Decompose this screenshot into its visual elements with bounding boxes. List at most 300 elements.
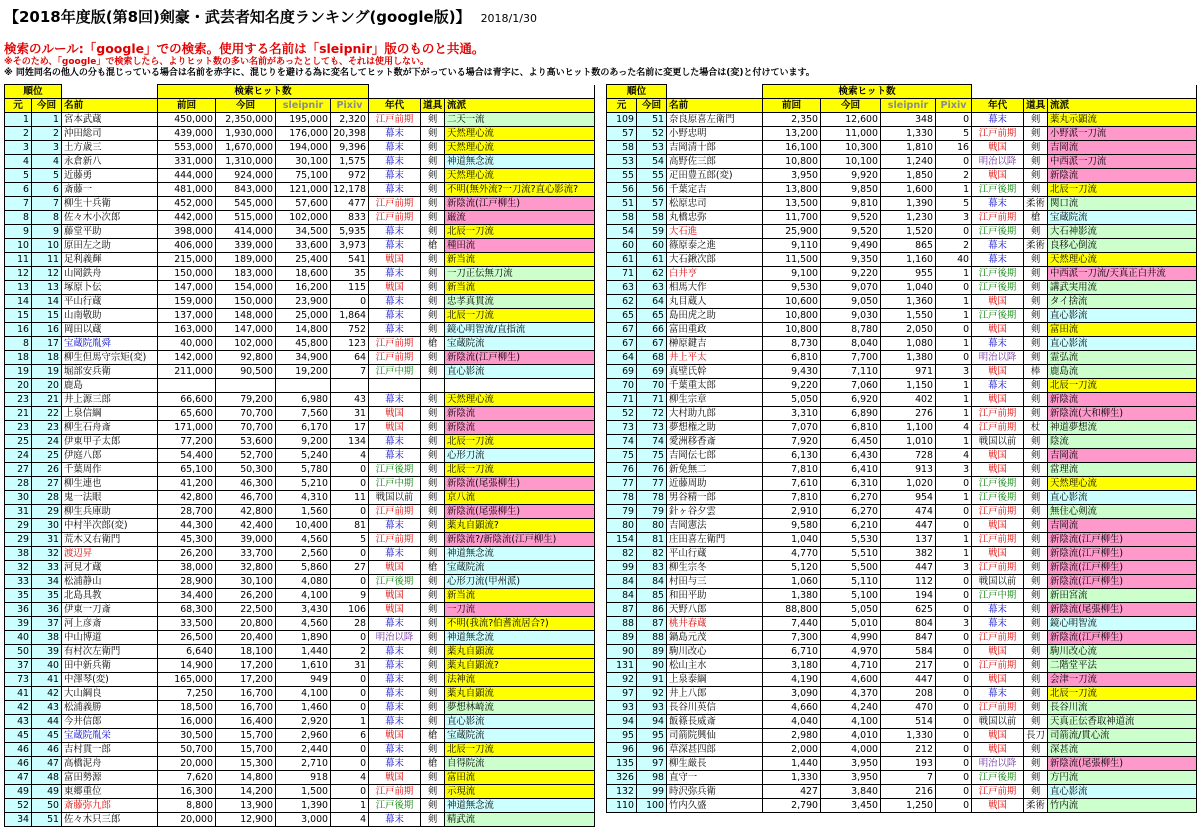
sleipnir-cell: 625 (881, 603, 936, 617)
sleipnir-cell: 1,460 (276, 701, 331, 715)
era-cell: 戦国以前 (369, 491, 421, 505)
prev-rank-cell: 43 (5, 715, 32, 729)
name-cell: 東郷重位 (62, 785, 158, 799)
cur-hits-cell: 17,200 (216, 659, 276, 673)
prev-hits-cell: 6,710 (763, 645, 821, 659)
pixiv-cell: 0 (331, 505, 369, 519)
table-row (5, 225, 595, 239)
table-row (607, 449, 1197, 463)
pixiv-cell: 6 (331, 729, 369, 743)
cur-rank-cell: 45 (32, 729, 62, 743)
cur-rank-cell: 81 (637, 533, 667, 547)
table-row (5, 631, 595, 645)
table-row (607, 519, 1197, 533)
cur-hits-cell: 545,000 (216, 197, 276, 211)
sleipnir-cell: 30,100 (276, 155, 331, 169)
prev-rank-cell: 84 (607, 589, 637, 603)
cur-rank-cell: 54 (637, 155, 667, 169)
cur-hits-cell: 53,600 (216, 435, 276, 449)
era-cell: 江戸後期 (369, 575, 421, 589)
school-cell: タイ捨流 (1048, 295, 1197, 309)
name-cell: 吉岡憲法 (667, 519, 763, 533)
prev-rank-cell: 34 (5, 813, 32, 827)
school-cell: 神道夢想流 (1048, 421, 1197, 435)
weapon-cell: 剣 (1024, 127, 1048, 141)
weapon-cell: 剣 (1024, 463, 1048, 477)
weapon-cell: 剣 (421, 799, 445, 813)
cur-hits-cell: 12,900 (216, 813, 276, 827)
prev-rank-cell: 23 (5, 421, 32, 435)
prev-hits-cell: 45,300 (158, 533, 216, 547)
era-cell: 江戸後期 (972, 309, 1024, 323)
cur-rank-cell: 77 (637, 477, 667, 491)
cur-rank-cell: 64 (637, 295, 667, 309)
name-cell: 丸目蔵人 (667, 295, 763, 309)
pixiv-cell: 1,864 (331, 309, 369, 323)
cur-hits-cell: 5,050 (821, 603, 881, 617)
prev-rank-cell: 154 (607, 533, 637, 547)
cur-rank-cell: 63 (637, 281, 667, 295)
cur-rank-cell: 3 (32, 141, 62, 155)
cur-rank-cell: 60 (637, 239, 667, 253)
note-2: ※ 同姓同名の他人の分も混じっている場合は名前を赤字に、混じりを避ける為に変名してヒット数が下がっている場合は青字に、より高いヒット数のあった名前に変更した場合は(変)と付けています。 (4, 68, 815, 78)
table-row (607, 141, 1197, 155)
sleipnir-cell: 4,310 (276, 491, 331, 505)
school-cell: 不明(無外流?一刀流?直心影流? (445, 183, 595, 197)
cur-hits-cell: 1,310,000 (216, 155, 276, 169)
title-text: 【2018年度版(第8回)剣豪・武芸者知名度ランキング(google版)】 (4, 8, 471, 26)
name-cell: 原田左之助 (62, 239, 158, 253)
pixiv-cell: 5 (936, 197, 972, 211)
era-cell: 江戸後期 (972, 477, 1024, 491)
sleipnir-cell: 382 (881, 547, 936, 561)
prev-rank-cell: 6 (5, 183, 32, 197)
sleipnir-cell: 75,100 (276, 169, 331, 183)
name-cell: 河上彦斎 (62, 617, 158, 631)
sleipnir-cell: 1,550 (881, 309, 936, 323)
prev-hits-cell: 68,300 (158, 603, 216, 617)
name-cell: 松山主水 (667, 659, 763, 673)
prev-hits-cell: 26,500 (158, 631, 216, 645)
weapon-cell: 剣 (1024, 155, 1048, 169)
era-cell: 幕末 (369, 435, 421, 449)
cur-rank-cell: 62 (637, 267, 667, 281)
era-cell: 戦国 (972, 169, 1024, 183)
sleipnir-cell: 25,400 (276, 253, 331, 267)
col-weapon-right: 道具 (1024, 99, 1048, 113)
era-cell: 幕末 (369, 449, 421, 463)
prev-hits-cell: 171,000 (158, 421, 216, 435)
name-cell: 千葉周作 (62, 463, 158, 477)
prev-hits-cell: 9,580 (763, 519, 821, 533)
prev-hits-cell: 9,430 (763, 365, 821, 379)
era-cell: 江戸後期 (972, 771, 1024, 785)
weapon-cell: 剣 (421, 575, 445, 589)
cur-hits-cell: 1,930,000 (216, 127, 276, 141)
school-cell (445, 379, 595, 393)
name-cell: 中山博道 (62, 631, 158, 645)
table-row (5, 197, 595, 211)
prev-hits-cell: 10,800 (763, 323, 821, 337)
prev-hits-cell: 3,310 (763, 407, 821, 421)
cur-hits-cell: 147,000 (216, 323, 276, 337)
name-cell: 上泉信綱 (62, 407, 158, 421)
name-cell: 天野八郎 (667, 603, 763, 617)
cur-hits-cell: 46,300 (216, 477, 276, 491)
prev-hits-cell: 6,130 (763, 449, 821, 463)
hits-header-right: 検索ヒット数 (763, 85, 972, 99)
sleipnir-cell: 193 (881, 757, 936, 771)
pixiv-cell: 0 (936, 225, 972, 239)
col-name-right: 名前 (667, 99, 763, 113)
prev-hits-cell: 4,660 (763, 701, 821, 715)
prev-rank-cell: 73 (607, 421, 637, 435)
era-cell: 幕末 (369, 155, 421, 169)
table-row (607, 463, 1197, 477)
sleipnir-cell: 955 (881, 267, 936, 281)
weapon-cell: 剣 (421, 351, 445, 365)
table-row (5, 295, 595, 309)
pixiv-cell: 0 (331, 463, 369, 477)
prev-hits-cell: 77,200 (158, 435, 216, 449)
pixiv-cell: 972 (331, 169, 369, 183)
school-cell: 直心影流 (1048, 337, 1197, 351)
pixiv-cell: 833 (331, 211, 369, 225)
era-cell: 幕末 (972, 603, 1024, 617)
cur-hits-cell: 843,000 (216, 183, 276, 197)
table-row (5, 687, 595, 701)
name-cell: 夢想権之助 (667, 421, 763, 435)
pixiv-cell (331, 379, 369, 393)
page-header (4, 6, 1194, 84)
cur-hits-cell: 6,270 (821, 505, 881, 519)
name-cell: 和田平助 (667, 589, 763, 603)
prev-hits-cell: 65,600 (158, 407, 216, 421)
cur-hits-cell: 1,670,000 (216, 141, 276, 155)
name-cell: 柳生厳長 (667, 757, 763, 771)
cur-hits-cell: 339,000 (216, 239, 276, 253)
prev-rank-cell: 55 (607, 169, 637, 183)
page-title (4, 6, 1194, 27)
school-cell: 深甚流 (1048, 743, 1197, 757)
cur-rank-cell: 30 (32, 519, 62, 533)
weapon-cell: 剣 (421, 435, 445, 449)
sleipnir-cell: 1,240 (881, 155, 936, 169)
weapon-cell: 槍 (421, 729, 445, 743)
cur-rank-cell: 66 (637, 323, 667, 337)
table-row (607, 281, 1197, 295)
table-body-right (607, 113, 1197, 813)
cur-hits-cell: 2,350,000 (216, 113, 276, 127)
prev-hits-cell: 50,700 (158, 743, 216, 757)
prev-rank-cell: 41 (5, 687, 32, 701)
era-cell: 江戸後期 (972, 267, 1024, 281)
weapon-cell: 槍 (421, 757, 445, 771)
cur-hits-cell: 8,040 (821, 337, 881, 351)
prev-rank-cell: 75 (607, 449, 637, 463)
table-row (5, 183, 595, 197)
table-row (607, 267, 1197, 281)
cur-rank-cell: 61 (637, 253, 667, 267)
table-row (607, 477, 1197, 491)
col-weapon: 道具 (421, 99, 445, 113)
cur-hits-cell: 10,300 (821, 141, 881, 155)
cur-hits-cell: 3,450 (821, 799, 881, 813)
prev-rank-cell: 326 (607, 771, 637, 785)
prev-hits-cell: 33,500 (158, 617, 216, 631)
prev-rank-cell: 94 (607, 715, 637, 729)
pixiv-cell: 9,396 (331, 141, 369, 155)
sleipnir-cell: 847 (881, 631, 936, 645)
cur-rank-cell: 88 (637, 631, 667, 645)
sleipnir-cell: 4,560 (276, 617, 331, 631)
era-cell: 幕末 (369, 141, 421, 155)
weapon-cell: 剣 (421, 659, 445, 673)
table-row (607, 659, 1197, 673)
cur-rank-cell: 59 (637, 225, 667, 239)
weapon-cell: 剣 (1024, 379, 1048, 393)
weapon-cell: 剣 (421, 673, 445, 687)
sleipnir-cell: 6,170 (276, 421, 331, 435)
prev-rank-cell: 23 (5, 393, 32, 407)
name-cell: 宮本武蔵 (62, 113, 158, 127)
name-cell: 平山行蔵 (667, 547, 763, 561)
weapon-cell: 剣 (421, 267, 445, 281)
cur-rank-cell: 65 (637, 309, 667, 323)
table-row (5, 561, 595, 575)
cur-rank-cell: 67 (637, 337, 667, 351)
weapon-cell: 剣 (421, 113, 445, 127)
weapon-cell: 長刀 (1024, 729, 1048, 743)
sleipnir-cell: 6,980 (276, 393, 331, 407)
cur-rank-cell: 82 (637, 547, 667, 561)
sleipnir-cell: 470 (881, 701, 936, 715)
table-row (5, 281, 595, 295)
era-cell: 江戸前期 (369, 337, 421, 351)
sleipnir-cell: 57,600 (276, 197, 331, 211)
table-row (5, 813, 595, 827)
sleipnir-cell: 2,710 (276, 757, 331, 771)
pixiv-cell: 0 (936, 603, 972, 617)
cur-hits-cell: 4,710 (821, 659, 881, 673)
name-cell: 土方歳三 (62, 141, 158, 155)
name-cell: 有村次左衛門 (62, 645, 158, 659)
cur-hits-cell: 189,000 (216, 253, 276, 267)
cur-hits-cell: 3,950 (821, 757, 881, 771)
pixiv-cell: 0 (936, 687, 972, 701)
prev-hits-cell: 8,730 (763, 337, 821, 351)
table-row (607, 715, 1197, 729)
table-row (5, 505, 595, 519)
era-cell: 戦国以前 (972, 435, 1024, 449)
table-row (5, 701, 595, 715)
era-cell: 幕末 (369, 169, 421, 183)
school-cell: 新当流 (445, 589, 595, 603)
prev-hits-cell: 7,250 (158, 687, 216, 701)
pixiv-cell: 0 (936, 645, 972, 659)
cur-hits-cell: 5,510 (821, 547, 881, 561)
sleipnir-cell: 18,600 (276, 267, 331, 281)
era-cell: 戦国 (972, 799, 1024, 813)
sleipnir-cell: 33,600 (276, 239, 331, 253)
pixiv-cell: 541 (331, 253, 369, 267)
prev-hits-cell: 9,100 (763, 267, 821, 281)
era-cell: 江戸前期 (972, 211, 1024, 225)
era-cell: 戦国 (972, 393, 1024, 407)
sleipnir-cell: 348 (881, 113, 936, 127)
pixiv-cell: 0 (936, 155, 972, 169)
weapon-cell: 剣 (421, 631, 445, 645)
pixiv-cell: 81 (331, 519, 369, 533)
prev-hits-cell: 44,300 (158, 519, 216, 533)
cur-hits-cell: 15,700 (216, 729, 276, 743)
pixiv-cell: 2 (936, 239, 972, 253)
cur-hits-cell: 18,100 (216, 645, 276, 659)
era-cell: 幕末 (369, 813, 421, 827)
sleipnir-cell: 728 (881, 449, 936, 463)
prev-hits-cell: 8,800 (158, 799, 216, 813)
name-cell: 松浦義勝 (62, 701, 158, 715)
prev-rank-cell: 4 (5, 155, 32, 169)
pixiv-cell: 0 (331, 631, 369, 645)
name-cell: 小野忠明 (667, 127, 763, 141)
sleipnir-cell: 865 (881, 239, 936, 253)
weapon-cell: 剣 (1024, 645, 1048, 659)
table-row (5, 463, 595, 477)
era-cell: 江戸前期 (972, 561, 1024, 575)
table-row (5, 323, 595, 337)
col-name: 名前 (62, 99, 158, 113)
cur-hits-cell: 6,430 (821, 449, 881, 463)
table-row (607, 575, 1197, 589)
weapon-cell: 剣 (1024, 281, 1048, 295)
prev-hits-cell: 9,220 (763, 379, 821, 393)
school-cell: 竹内流 (1048, 799, 1197, 813)
pixiv-cell: 106 (331, 603, 369, 617)
prev-rank-cell: 21 (5, 407, 32, 421)
era-cell: 江戸中期 (369, 477, 421, 491)
pixiv-cell: 3 (936, 617, 972, 631)
name-cell: 中村半次郎(変) (62, 519, 158, 533)
cur-hits-cell: 5,530 (821, 533, 881, 547)
table-row (5, 127, 595, 141)
era-cell: 江戸後期 (972, 491, 1024, 505)
sleipnir-cell: 1,330 (881, 127, 936, 141)
name-cell: 司箭院興仙 (667, 729, 763, 743)
prev-rank-cell: 38 (5, 547, 32, 561)
school-cell: 神道無念流 (445, 631, 595, 645)
cur-rank-cell: 94 (637, 715, 667, 729)
prev-rank-cell: 11 (5, 253, 32, 267)
sleipnir-cell: 1,160 (881, 253, 936, 267)
cur-rank-cell: 32 (32, 547, 62, 561)
weapon-cell: 剣 (421, 463, 445, 477)
sleipnir-cell: 1,080 (881, 337, 936, 351)
cur-hits-cell: 15,300 (216, 757, 276, 771)
prev-hits-cell: 26,200 (158, 547, 216, 561)
weapon-cell: 剣 (421, 393, 445, 407)
weapon-cell: 剣 (1024, 435, 1048, 449)
prev-hits-cell: 3,180 (763, 659, 821, 673)
prev-rank-cell: 20 (5, 379, 32, 393)
prev-rank-cell: 3 (5, 141, 32, 155)
prev-rank-cell: 76 (607, 463, 637, 477)
name-cell: 伊東甲子太郎 (62, 435, 158, 449)
pixiv-cell: 0 (936, 575, 972, 589)
sleipnir-cell: 1,560 (276, 505, 331, 519)
cur-rank-cell: 58 (637, 211, 667, 225)
sleipnir-cell: 1,100 (881, 421, 936, 435)
sleipnir-cell: 918 (276, 771, 331, 785)
cur-rank-cell: 75 (637, 449, 667, 463)
name-cell: 愛洲移香斎 (667, 435, 763, 449)
weapon-cell: 槍 (421, 239, 445, 253)
sleipnir-cell: 1,810 (881, 141, 936, 155)
table-row (5, 743, 595, 757)
sleipnir-cell: 7,560 (276, 407, 331, 421)
cur-hits-cell: 70,700 (216, 421, 276, 435)
school-cell: 新陰流 (1048, 393, 1197, 407)
pixiv-cell: 1 (936, 393, 972, 407)
school-cell: 新陰流(江戸柳生) (1048, 575, 1197, 589)
table-row (607, 589, 1197, 603)
cur-rank-cell: 71 (637, 393, 667, 407)
school-cell: 神道無念流 (445, 547, 595, 561)
sleipnir-cell: 1,230 (881, 211, 936, 225)
school-cell: 直心影流 (445, 365, 595, 379)
weapon-cell: 剣 (421, 715, 445, 729)
table-row (607, 701, 1197, 715)
school-cell: 宝蔵院流 (445, 729, 595, 743)
table-body-left (5, 113, 595, 827)
school-cell: 吉岡流 (1048, 449, 1197, 463)
school-cell: 薬丸自顕流? (445, 519, 595, 533)
table-row (607, 155, 1197, 169)
cur-rank-cell: 50 (32, 799, 62, 813)
sleipnir-cell: 212 (881, 743, 936, 757)
weapon-cell: 剣 (1024, 169, 1048, 183)
prev-hits-cell: 7,300 (763, 631, 821, 645)
name-cell: 山南敬助 (62, 309, 158, 323)
prev-rank-cell: 84 (607, 575, 637, 589)
sleipnir-cell: 1,040 (881, 281, 936, 295)
table-row (5, 155, 595, 169)
table-row (5, 673, 595, 687)
name-cell: 大石進 (667, 225, 763, 239)
prev-hits-cell: 13,200 (763, 127, 821, 141)
era-cell: 幕末 (369, 659, 421, 673)
name-cell: 富田重政 (667, 323, 763, 337)
school-cell: 新陰流(江戸柳生) (1048, 547, 1197, 561)
sleipnir-cell: 5,860 (276, 561, 331, 575)
table-row (607, 603, 1197, 617)
name-cell: 時沢弥兵衛 (667, 785, 763, 799)
sleipnir-cell: 804 (881, 617, 936, 631)
cur-hits-cell: 924,000 (216, 169, 276, 183)
cur-hits-cell: 42,800 (216, 505, 276, 519)
weapon-cell: 剣 (1024, 491, 1048, 505)
name-cell: 疋田豊五郎(変) (667, 169, 763, 183)
sleipnir-cell: 14,800 (276, 323, 331, 337)
weapon-cell: 剣 (421, 519, 445, 533)
sleipnir-cell: 1,330 (881, 729, 936, 743)
name-cell: 平山行蔵 (62, 295, 158, 309)
era-cell: 戦国 (972, 673, 1024, 687)
prev-hits-cell: 1,380 (763, 589, 821, 603)
prev-rank-cell: 110 (607, 799, 637, 813)
prev-hits-cell: 30,500 (158, 729, 216, 743)
table-row (5, 141, 595, 155)
